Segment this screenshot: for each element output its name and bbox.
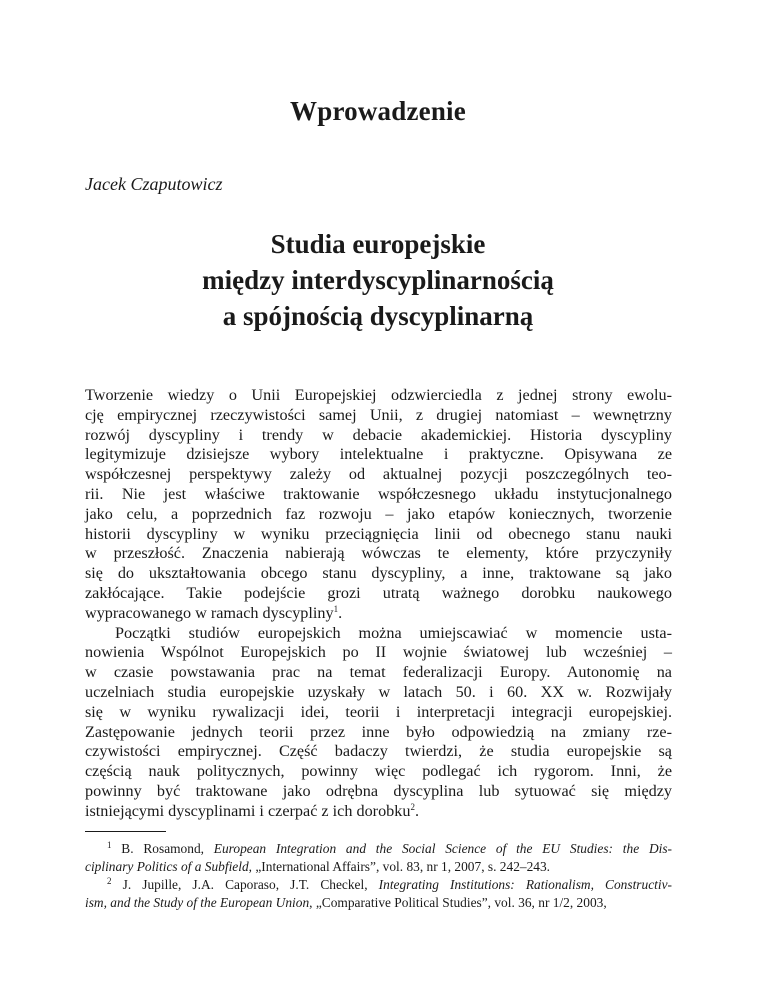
footnote-2 bbox=[85, 876, 672, 912]
footnote-ref-1[interactable]: 1 bbox=[333, 603, 339, 614]
footnote-title: ism, and the Study of the European Union bbox=[85, 895, 310, 910]
text-line: czywistości empirycznej. Część badaczy twierdzi, że studia europejskie są bbox=[85, 742, 672, 761]
footnote-title: European Integration and the Social Science of the EU Studies: the Dis- bbox=[213, 841, 673, 856]
text-line: współczesnej perspektywy zależy od aktualnej pozycji poszczególnych teo- bbox=[85, 465, 672, 484]
body-text bbox=[85, 386, 672, 822]
text-line: nowienia Wspólnot Europejskich po II wojnie światowej lub wcześniej – bbox=[85, 643, 672, 662]
text-line: w czasie powstawania prac na temat federalizacji Europy. Autonomię na bbox=[85, 663, 672, 682]
text-line: powinny być traktowane jako odrębna dyscyplina lub sytuować się między bbox=[85, 781, 672, 800]
text-line: rozwój dyscypliny i trendy w debacie akademickiej. Historia dyscypliny bbox=[85, 425, 672, 444]
text-line: się do ukształtowania obcego stanu dyscypliny, a inne, traktowane są jako bbox=[85, 564, 672, 583]
footnote-number: 1 bbox=[107, 840, 112, 850]
text-line: Tworzenie wiedzy o Unii Europejskiej odzwierciedla z jednej strony ewolu- bbox=[85, 386, 672, 404]
author-name: Jacek Czaputowicz bbox=[85, 174, 223, 194]
footnote-divider bbox=[85, 831, 166, 832]
paragraph-2 bbox=[85, 624, 672, 822]
section-title: Wprowadzenie bbox=[290, 96, 466, 126]
footnote-line bbox=[85, 840, 672, 858]
footnote-number: 2 bbox=[107, 876, 112, 886]
text-line: zakłócające. Takie podejście grozi utratą ważnego dorobku naukowego bbox=[85, 583, 672, 602]
text-line: historii dyscypliny w wyniku przeciągnięcia linii od obecnego stanu nauki bbox=[85, 524, 672, 543]
text-line: w przeszłość. Znaczenia nabierają wówczas te elementy, które przyczyniły bbox=[85, 544, 672, 563]
text-line: się w wyniku rywalizacji idei, teorii i interpretacji integracji europejskiej. bbox=[85, 702, 672, 721]
footnote-line bbox=[85, 894, 672, 912]
footnote-text: B. Rosamond, bbox=[121, 841, 214, 856]
footnote-line bbox=[85, 858, 672, 876]
footnote-1 bbox=[85, 840, 672, 876]
footnote-text: , „Comparative Political Studies”, vol. 36, nr 1/2, 2003, bbox=[309, 895, 607, 910]
text-line-content: istniejącymi dyscyplinami i czerpać z ich dorobku bbox=[85, 801, 411, 820]
text-line: rii. Nie jest właściwe traktowanie współczesnego układu instytucjonalnego bbox=[85, 484, 672, 503]
text-line-content: wypracowanego w ramach dyscypliny bbox=[85, 603, 334, 622]
chapter-title bbox=[0, 226, 756, 334]
footnote-title: Integrating Institutions: Rationalism, Constructiv- bbox=[378, 877, 672, 892]
chapter-title-line: między interdyscyplinarnością bbox=[202, 265, 554, 295]
text-line: istniejącymi dyscyplinami i czerpać z ich dorobku$^2$. bbox=[85, 801, 419, 820]
chapter-title-line: a spójnością dyscyplinarną bbox=[222, 301, 534, 331]
footnote-text: J. Jupille, J.A. Caporaso, J.T. Checkel, bbox=[122, 877, 379, 892]
text-line: Zastępowanie jednych teorii przez inne było odpowiedzią na zmiany rze- bbox=[85, 722, 672, 741]
paragraph-1 bbox=[85, 386, 672, 624]
text-line: uczelniach studia europejskie uzyskały w latach 50. i 60. XX w. Rozwijały bbox=[85, 682, 672, 701]
footnote-title: ciplinary Politics of a Subfield bbox=[85, 859, 249, 874]
footnote-text: , „International Affairs”, vol. 83, nr 1, 2007, s. 242–243. bbox=[248, 859, 551, 874]
chapter-title-line: Studia europejskie bbox=[270, 229, 486, 259]
text-line: wypracowanego w ramach dyscypliny$^1$. bbox=[85, 603, 343, 622]
footnote-ref-2[interactable]: 2 bbox=[410, 801, 415, 812]
text-line: częścią nauk politycznych, powinny więc podlegać ich rygorom. Inni, że bbox=[85, 762, 672, 781]
footnotes bbox=[85, 840, 672, 912]
text-line: jako celu, a poprzednich faz rozwoju – jako etapów koniecznych, tworzenie bbox=[85, 504, 672, 523]
footnote-line bbox=[85, 876, 672, 894]
text-line: Początki studiów europejskich można umiejscawiać w momencie usta- bbox=[115, 623, 672, 642]
text-line: legitymizuje dzisiejsze wybory intelektualne i praktyczne. Opisywana ze bbox=[85, 445, 672, 464]
text-line: cję empirycznej rzeczywistości samej Unii, z drugiej natomiast – wewnętrzny bbox=[85, 405, 672, 424]
